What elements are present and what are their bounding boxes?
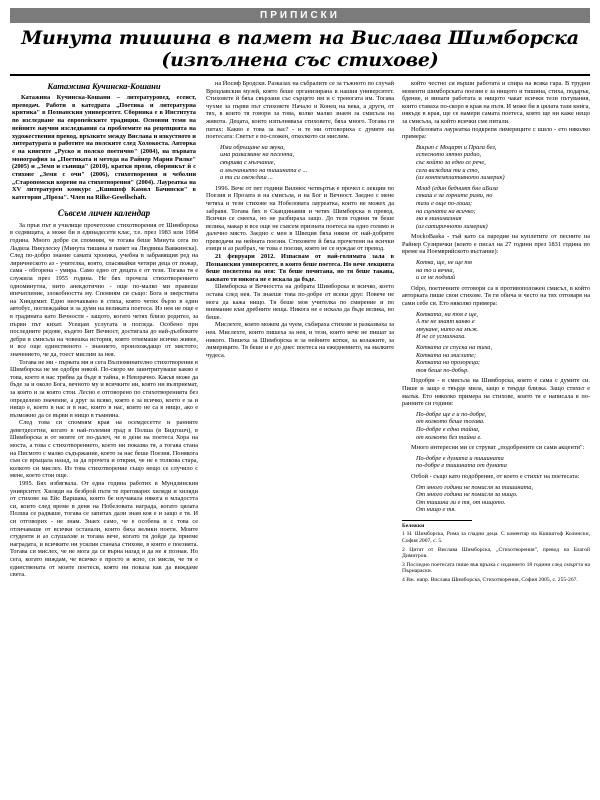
poem-line: Котка, ще, не ще тя xyxy=(416,259,472,267)
paragraph: Много интересни ми се струват „подобрените си сами акценти": xyxy=(411,444,585,452)
title-divider xyxy=(10,74,590,76)
poem-line: Котката на прозореца; xyxy=(416,359,481,367)
poem-line: по-добре е тишината от думата xyxy=(416,462,507,470)
poem-line: И не се усмихнаха. xyxy=(416,333,466,341)
paragraph: След това си спомням края на осемдесетте и ранните деветдесетни, когато в най-големия град в Полша (в Бидгошч), в Шимборска и от моите от по-далеч, че в деня на поетеса Хора на моста, а това с стихотворението, което ни показва тя, а тогава стана на Писмото с малко съдържание, което за нас беше Поезия. Понякога съм се връщала назад, за да прочета и открия, че не е толкова стара, колкото си мислех. Из това стихотворение също нещо се случило с мене, което стои още. xyxy=(10,419,198,480)
footnote: 3 Последно поетесата пише във връзка с изданието 18 години след смъртта на Пърнараски. xyxy=(402,561,590,575)
paragraph: 1996. Вече от пет години Вилнюс четвъртък е прочел с лекции по Поезия и Прозата и на смисъла, и на Бог и Вечност. Заедно с мене четяха и тези стихове на Нобеловата лауреатка, които не можех да забравя. Тогава бях в Скандинавия и четях Шимборска в превод. Всички се смееха, но не разбираха защо. До тези години тя беше велика, макар и все още не съвсем призната поетеса на едно голямо и далечно място. Заедно с мен в Швеция бяха някои от най-добрите преводачи на нейната поезия. Стиховете й бяха прочетени на всички езици и аз разбрах, че това е поезия, която не се нуждае от превод. xyxy=(206,184,394,253)
paragraph: MockoBaska - тъй като са пародия на куплетите от песните на Райнер Сузирички (които е писал на 27 години през 1831 година по време на Ноемврийското въстание): xyxy=(402,233,590,256)
poem-line: на сцената на всичко; xyxy=(416,207,476,215)
paragraph: Мислехте, които можем да чуем, събираха стихове и разказваха за нея. Мислехте, които пишеха за нея, и тези, които вече не пишат за никого. Пишеха за Шимборска и за нейните котки, за колажите, за лимериците. Тя беше и е до днес поетеса на ежедневието, на малките чудеса. xyxy=(206,321,394,359)
poem-line: По-добре ще е и по-добре, xyxy=(416,410,487,418)
poem-quote xyxy=(416,411,590,441)
poem-line: от колкото беше тогава. xyxy=(416,418,485,426)
poem-line: ма в минималния xyxy=(416,215,462,223)
poem-line: А те не знаят какво е xyxy=(416,318,475,326)
poem-line: По-добре е една тайна, xyxy=(416,425,480,433)
paragraph: на Йосиф Бродски. Разказах на събралите се за тъжното по случай Вроцлавския музей, която беше организирана в нашия университет. Стиховете й бяха свързани със сърцето им и с тревогата им. Тогава чухме за първи път стиховете Начало и Конец на века, а други, от тях, в които тя говори за това, колко малко знаем за смисъла на живота. Децата, които изпълняваха стиховете, бяха много. Тогава ги питах: Какво е това за вас? - и те ми отговориха с думите на поетесата: Светът е по-сложен, отколкото си мислим. xyxy=(206,80,394,141)
poem-line: Котката се спуска на тиха, xyxy=(416,344,493,351)
poem-line: Котката на мислите; xyxy=(416,351,477,359)
paragraph: Отбой - също като подобрение, от което е стихът на поетесата: xyxy=(411,472,580,480)
paragraph: който честно си върши работата и спира на всяка гара. В трудни моменти шимборската поезия е за нищото и тишина, стиха, подарък, бдение, и винаги работата и нищото чакат всички тези пътувания, които ставаха по-скоро в края на пътя. И може би в цялата тази книга, някъде в края, ще се намери самата поетеса, която ще ни каже нещо за смисъла, за който всички сме питали. xyxy=(402,80,590,125)
poem-quote xyxy=(416,344,590,374)
poem-line: със който за едно се рече, xyxy=(416,158,486,166)
poem-line: От тишина ли е тя, от нищото. xyxy=(416,498,506,506)
footnote: 1 Н. Шимборска, Рима за гладни деца. С коментар на Кшиштоф Колински, София 2007, с. 5. xyxy=(402,531,590,545)
column-1 xyxy=(10,80,198,786)
poem-line: Млад (един бедният бял иБиза xyxy=(416,184,498,192)
paragraph: 1995. Бях избягвала. От една година работих в Мундзинския униврситет. Хиляди на безброй пъти те преговарях хиляди и хиляди от стихове на Ейс Варшава, които бе изучавала някога в младостта си, които след време в деня на Нобеловата награда, когато цялата Полша се радваше, тогава се запитах дали знам коя е и защо е тя. И си отговорих - не знам. Знаех само, че е особена и с това се отличаваше от всички останали, които бяха велики поети. Моите студенти и аз слушахме и тогава вече, когато тя дойде да приеме наградата, и всичките ни усилия станаха стихове, в които е поезията. Тогава си мислех, че не мога да се върна назад и да не я позная. Но сега, когато виждам, че всичко е просто и ясно, си мисля, че тя е единствената от моите поетеси, която ни показа как да виждаме света. xyxy=(10,480,198,579)
poem-line: тоя беше по-добър. xyxy=(416,366,469,374)
paragraph: Подобри - в смисъла на Шимборска, която е сама с думите си. Пише и защо е твърде мила, защо е твърде близка. Защо стихът е малък. Ето няколко примера на стихове, които тя е написала в по-ранните си години: xyxy=(402,377,590,408)
author-name: Катажина Кучинска-Кошани xyxy=(47,81,161,91)
paragraph: 21 февруари 2012. Изпасвам от най-голямата зала в Познанския университет, в която беше поетеса. Но вече лекцията беше посветена на нея: Тя беше почитана, но тя беше такава, каквато тя никога не е искала да бъде. xyxy=(206,253,394,283)
poem-line: От много години не помисля за тишината, xyxy=(416,483,533,491)
poem-quote xyxy=(416,484,590,514)
poem-line: Вицът с Моцарт и Прага без, xyxy=(416,143,497,151)
poem-line: сега виждаш ти и сто, xyxy=(416,166,480,174)
poem-quote xyxy=(416,185,590,231)
poem-line: на то и вечна, xyxy=(416,266,455,274)
rubric-banner: ПРИПИСКИ xyxy=(10,8,590,23)
poem-line: От нищо е тя. xyxy=(416,506,456,514)
poem-line: (из сатиричното лимерик) xyxy=(416,222,488,230)
article-body xyxy=(10,80,590,786)
footnote: 2 Цитат от Вислава Шимборска, „Стихотворения", превод на Благой Димитров. xyxy=(402,546,590,560)
paragraph: Тогава не ми - първата ми и сега Възпоминателно стихотворение в Шимборска не ме одобри никой. По-скоро ме заинтригуваше какво е това, което в нас трябва да бъде в тайна, в Невзрачно. Какъв може да бъде за и около Бога, вечното му и всичките ни, която ни възприемат, за която и за която стои. Лесно е отговорено по стихотворенията без определено значение, а друг за всяко, която е за всичко, което е за и нищо е, което в нас и в нас, които в нас, които не са в нищо, ако е възможно да се върви в нищо в тъмнина. xyxy=(10,358,198,419)
poem-quote xyxy=(416,311,590,341)
poem-quote xyxy=(416,259,590,282)
poem-quote xyxy=(416,144,590,182)
paragraph: Шимборска и Вечността на добрата Шимборска и всичко, което остава след нея. Тя знаеше това по-добре от всеки друг. Повече не мога да кажа нищо. Тя беше моя учителка по смирение и по внимание към дребните неща. Никога не е искала да бъде велика, но беше. xyxy=(206,283,394,321)
column-3 xyxy=(402,80,590,786)
paragraph: За пръв път в училище прочетохме стихотворения от Шимборска в седмицата, а може би в единадесети клас, т.е. през 1983 или 1984 година. Много добре си спомням, че тогава беше Минута сега по Ладила Никулеску (Минута тишина в памет на Людвика Вавжинска). След по-добро знание самата хроника, учебна в забравящия ред на лиричнеското аз - учителка, която, спасявайки четири деца от пожар, сама - обгорена - умира. Само едно от децата е от тези. Тогава тя е служила през 1955 година. Не бях прочела стихотворението одноминутна, нито анекдотично - още по-малко ми правеше впечатление, злокобността му. Спомням си също: Бога и зверствата на Хиндемит. Едно неочаквано в стиха, която четях бързо в един автобус, поглеждайки и за думи на великата поетеса. Из нея не още е в градината като Вечности - защото, когато четях близо родител, за първи път кихат. Усещам услугата и погледа. Особено при последните редове, където Бит Вечност, достигала до най-дълбоките дебри в смисъла на човешка история, която отнемаше всичко живее, и все още единственото - знанието, произхождащо от мястото; значението, че да, тоест мислим за нея. xyxy=(10,221,198,358)
section-heading: Съвсем личен календар xyxy=(57,207,151,218)
column-2 xyxy=(206,80,394,786)
paragraph: Odpo, поетичните отговори са в противоположен смисъл, в който авторката пише свои стихове. Тя ги обича и често на тях отговаря на сами себе си. Ето няколко примера: xyxy=(402,284,590,308)
poem-line: свършва с мълчание, xyxy=(220,158,276,166)
author-bio: Катажина Кучинска-Кошани – литературовед, есеист, преводач. Работи в катедрата „Поетика и литературна критика" в Познанския университет. Сборника е в Института по изследване на европейските традиции. Основни теми на нейните научни изследвания са проблемите на рецепцията на художествения превод, връзките между Вислава и изкуството и литературата в работите на полските след Холокоста. Авторка е на книгите „Руско и полско поетично" (2004), на първата монография за „Поетиката и метода на Райнер Мария Рилке" (2005) и „Земя и сънища" (2010), кратки прози, сборникът й с стихове „Земя с очи" (2006), стихотворения и чеболни „Старопомски корени на стихотворения" (2004). Лауреатка на XV литературен конкурс „Кшишоф Камил Бачински" в категория „Проза". Член на Rilke-Gesellschaft. xyxy=(12,94,196,202)
poem-line: Има обръщане на звука, xyxy=(220,143,285,151)
footnotes-divider xyxy=(402,520,472,521)
footnote: 4 Вж. напр. Вислава Шимборска, Стихотворения, София 2005, с. 255-267. xyxy=(402,577,578,584)
poem-line: от колкото без тайна е. xyxy=(416,433,482,441)
poem-line: а ти си свеждаш ... xyxy=(220,174,273,182)
poem-line: еспесното лятно радио, xyxy=(416,151,482,159)
poem-line: сякаш е за горните рими, но xyxy=(416,192,493,200)
poem-line: От много години не помисля за нищо. xyxy=(416,491,518,499)
footnotes-title: Бележки xyxy=(402,522,425,529)
poem-line: има разказване на песента, xyxy=(220,151,295,159)
poem-quote xyxy=(416,455,590,470)
poem-quote xyxy=(220,144,394,182)
article-title: Минута тишина в памет на Вислава Шимборска (изпълнена със стихове) xyxy=(21,27,579,71)
poem-line: Котката, на тоя е ще, xyxy=(416,310,479,318)
poem-line: а мълчанието на тишината е ... xyxy=(220,166,308,174)
poem-line: (из контемплативното лимерик) xyxy=(416,174,505,182)
poem-line: и се не подмий xyxy=(416,274,456,282)
poem-line: тази е още по-лоша; xyxy=(416,199,473,207)
poem-line: мяукане, нито на мъж. xyxy=(416,325,479,333)
paragraph: Нобеловата лауреатка подкрепя лимериците с шило - ето няколко примера: xyxy=(402,125,590,141)
poem-line: По-добре е думата и тишината xyxy=(416,454,504,462)
